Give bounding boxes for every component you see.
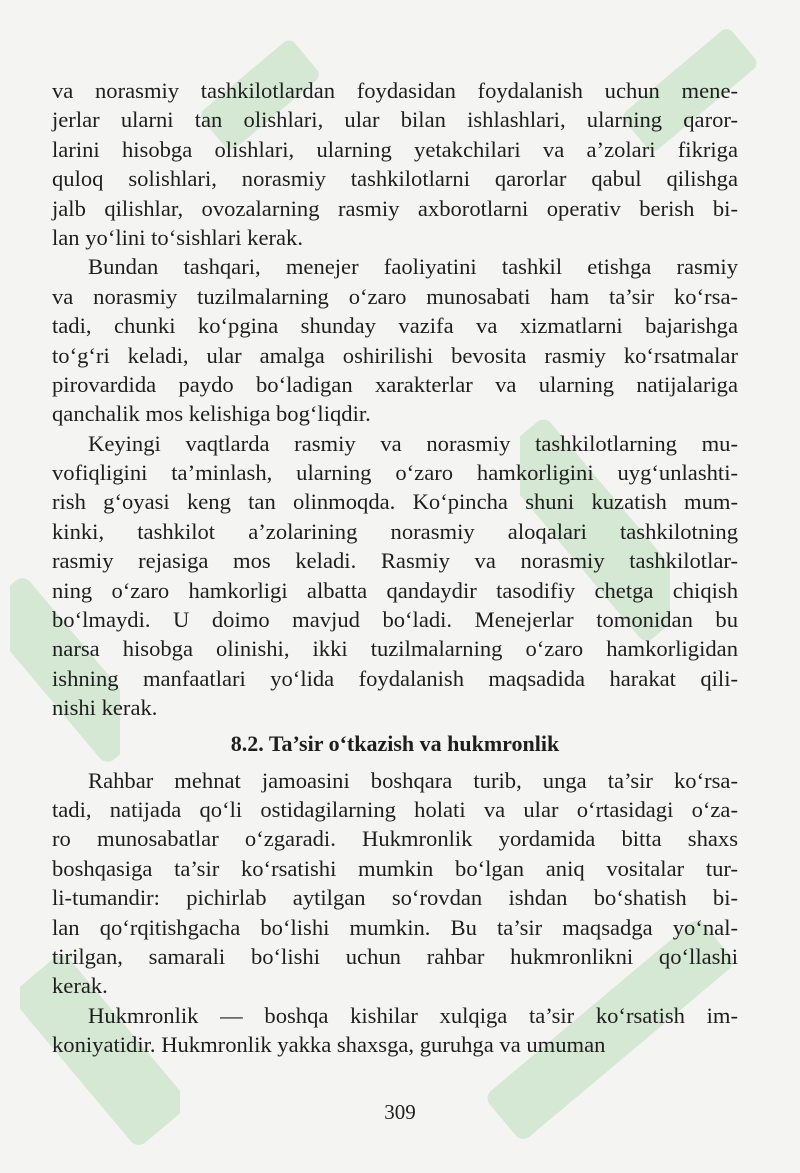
text-line: quloq solishlari, norasmiy tashkilotlarni qarorlar qabul qilishga	[52, 166, 738, 192]
text-line: li-tumandir: pichirlab aytilgan so‘rovdan ishdan bo‘shatish bi-	[52, 885, 738, 911]
paragraph	[52, 76, 738, 252]
text-line: qanchalik mos kelishiga bog‘liqdir.	[52, 401, 371, 427]
text-line: narsa hisobga olinishi, ikki tuzilmalarning o‘zaro hamkorligidan	[52, 636, 738, 662]
text-line: to‘g‘ri keladi, ular amalga oshirilishi bevosita rasmiy ko‘rsatmalar	[52, 342, 738, 368]
paragraph	[52, 1001, 738, 1060]
text-line: jalb qilishlar, ovozalarning rasmiy axborotlarni operativ berish bi-	[52, 195, 738, 221]
text-line: tadi, natijada qo‘li ostidagilarning holati va ular o‘rtasidagi o‘za-	[52, 796, 738, 822]
text-line: Rahbar mehnat jamoasini boshqara turib, unga ta’sir ko‘rsa-	[88, 767, 738, 793]
text-line: Hukmronlik — boshqa kishilar xulqiga ta’sir ko‘rsatish im-	[88, 1002, 738, 1028]
text-line: bo‘lmaydi. U doimo mavjud bo‘ladi. Menejerlar tomonidan bu	[52, 607, 738, 633]
text-line: kinki, tashkilot a’zolarining norasmiy aloqalari tashkilotning	[52, 518, 738, 544]
text-line: pirovardida paydo bo‘ladigan xarakterlar va ularning natijalariga	[52, 371, 738, 397]
text-line: lan yo‘lini to‘sishlari kerak.	[52, 224, 303, 250]
text-line: vofiqligini ta’minlash, ularning o‘zaro hamkorligini uyg‘unlashti-	[52, 460, 738, 486]
text-line: rish g‘oyasi keng tan olinmoqda. Ko‘pincha shuni kuzatish mum-	[52, 489, 738, 515]
text-line: boshqasiga ta’sir ko‘rsatishi mumkin bo‘lgan aniq vositalar tur-	[52, 855, 738, 881]
text-line: ishning manfaatlari yo‘lida foydalanish maqsadida harakat qili-	[52, 665, 738, 691]
text-line: rasmiy rejasiga mos keladi. Rasmiy va norasmiy tashkilotlar-	[52, 548, 738, 574]
text-line: ro munosabatlar o‘zgaradi. Hukmronlik yordamida bitta shaxs	[52, 826, 738, 852]
text-line: jerlar ularni tan olishlari, ular bilan ishlashlari, ularning qaror-	[52, 107, 738, 133]
text-line: nishi kerak.	[52, 695, 158, 721]
body-text	[52, 76, 738, 1060]
paragraphs-before-heading	[52, 76, 738, 723]
text-line: va norasmiy tashkilotlardan foydasidan foydalanish uchun mene-	[52, 78, 738, 103]
text-line: larini hisobga olishlari, ularning yetakchilari va a’zolari fikriga	[52, 136, 738, 162]
text-line: va norasmiy tuzilmalarning o‘zaro munosabati ham ta’sir ko‘rsa-	[52, 283, 738, 309]
page-number: 309	[384, 1100, 416, 1124]
text-line: koniyatidir. Hukmronlik yakka shaxsga, guruhga va umuman	[52, 1032, 606, 1058]
text-line: ning o‘zaro hamkorligi albatta qandaydir tasodifiy chetga chiqish	[52, 577, 738, 603]
text-line: kerak.	[52, 973, 108, 999]
text-line: lan qo‘rqitishgacha bo‘lishi mumkin. Bu ta’sir maqsadga yo‘nal-	[52, 914, 738, 940]
paragraph	[52, 252, 738, 428]
section-heading: 8.2. Ta’sir o‘tkazish va hukmronlik	[230, 730, 560, 756]
text-line: tirilgan, samarali bo‘lishi uchun rahbar hukmronlikni qo‘llashi	[52, 943, 738, 969]
paragraph	[52, 766, 738, 1001]
text-line: Keyingi vaqtlarda rasmiy va norasmiy tashkilotlarning mu-	[88, 430, 738, 456]
text-line: Bundan tashqari, menejer faoliyatini tashkil etishga rasmiy	[88, 254, 738, 280]
paragraphs-after-heading	[52, 766, 738, 1060]
paragraph	[52, 429, 738, 723]
text-line: tadi, chunki ko‘pgina shunday vazifa va xizmatlarni bajarishga	[52, 313, 738, 339]
